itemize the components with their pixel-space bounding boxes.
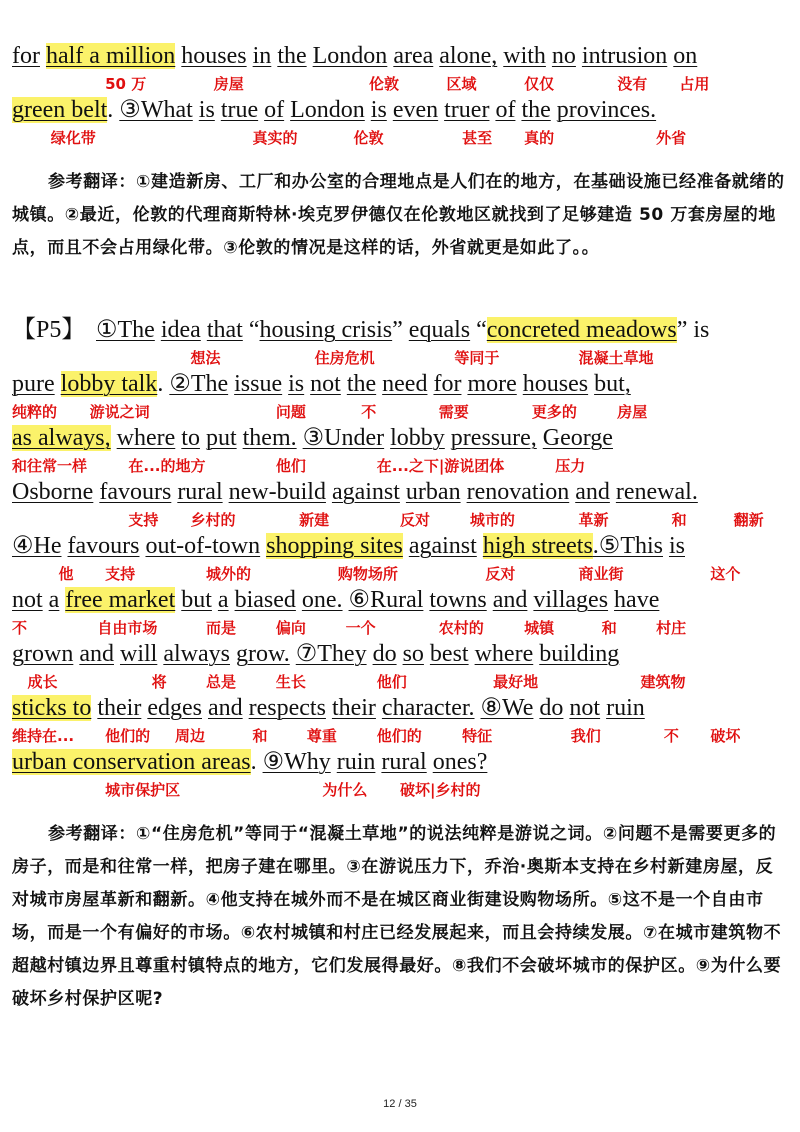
p4-translation-text: 参考翻译：①建造新房、工厂和办公室的合理地点是人们在的地方，在基础设施已经准备就绪的城镇。②最近，伦敦的代理商斯特林·埃克罗伊德仅在伦敦地区就找到了足够建造 50 万套房屋的地点，而且不会占用绿化带。③伦敦的情况是这样的话，外省就更是如此了。。 (12, 172, 785, 258)
gloss-word: 支持 (105, 565, 136, 583)
gloss-word: 这个 (710, 565, 741, 583)
english-word: no (551, 43, 576, 69)
english-word: where (474, 641, 534, 667)
english-word: George (542, 425, 613, 451)
english-word: rural (381, 749, 427, 775)
english-word: villages (533, 587, 609, 613)
english-word: of (264, 97, 285, 123)
english-word: is (668, 533, 685, 559)
english-word: a (217, 587, 229, 613)
gloss-word: 他们 (376, 673, 407, 691)
gloss-word: 和 (252, 727, 268, 745)
gloss-word: 周边 (174, 727, 205, 745)
english-word: urban (405, 479, 461, 505)
gloss-word: 50 万 (105, 75, 147, 93)
english-line (12, 692, 788, 726)
english-line (12, 368, 788, 402)
english-word: their (331, 695, 376, 721)
gloss-word: 更多的 (531, 403, 577, 421)
highlighted-phrase: high streets (482, 533, 593, 559)
gloss-word: 混凝土草地 (578, 349, 654, 367)
english-word: their (97, 695, 142, 721)
english-word: not (12, 587, 43, 613)
english-word: more (467, 371, 517, 397)
english-word: even (392, 97, 439, 123)
english-word: always (163, 641, 230, 667)
english-word: the (277, 43, 307, 69)
gloss-word: 他们的 (105, 727, 151, 745)
punctuation: “ (242, 317, 260, 343)
english-word: towns (429, 587, 487, 613)
english-word: need (382, 371, 428, 397)
highlighted-phrase: lobby talk (60, 371, 158, 397)
english-line (12, 530, 788, 564)
english-word: grow. (235, 641, 290, 667)
gloss-word: 购物场所 (337, 565, 398, 583)
chinese-gloss-line (12, 779, 788, 801)
chinese-gloss-line (12, 401, 788, 423)
gloss-word: 他们的 (376, 727, 422, 745)
english-word: .⑤This (592, 533, 663, 559)
gloss-word: 问题 (275, 403, 306, 421)
punctuation: . (250, 749, 263, 775)
gloss-word: 压力 (555, 457, 586, 475)
highlighted-phrase: green belt (12, 97, 108, 123)
english-word: ones? (432, 749, 488, 775)
english-word: truer (444, 97, 490, 123)
english-word: building (539, 641, 620, 667)
gloss-word: 在...的地方 (128, 457, 206, 475)
english-word: lobby (390, 425, 445, 451)
english-word: renewal. (615, 479, 698, 505)
english-word: Osborne (12, 479, 94, 505)
punctuation: . (157, 371, 170, 397)
gloss-word: 和往常一样 (12, 457, 88, 475)
gloss-word: 在...之下|游说团体 (376, 457, 505, 475)
english-word: and (79, 641, 114, 667)
english-word: pure (12, 371, 55, 397)
gloss-word: 成长 (27, 673, 58, 691)
punctuation (477, 533, 483, 559)
english-line (96, 314, 788, 348)
gloss-word: 生长 (275, 673, 306, 691)
gloss-word: 反对 (400, 511, 431, 529)
gloss-word: 农村的 (438, 619, 484, 637)
english-word: is (288, 371, 305, 397)
english-word: biased (234, 587, 296, 613)
english-line (12, 638, 788, 672)
english-word: favours (67, 533, 140, 559)
gloss-word: 不 (12, 619, 28, 637)
gloss-word: 城市保护区 (105, 781, 181, 799)
english-word: to (181, 425, 200, 451)
highlighted-phrase: half a million (45, 43, 176, 69)
english-word: ruin (606, 695, 645, 721)
page-number: 12 / 35 (383, 1098, 417, 1110)
punctuation: . (107, 97, 120, 123)
gloss-word: 总是 (206, 673, 237, 691)
english-word: the (346, 371, 377, 397)
gloss-word: 破坏 (710, 727, 741, 745)
english-word: renovation (466, 479, 570, 505)
gloss-word: 纯粹的 (12, 403, 58, 421)
gloss-word: 支持 (128, 511, 159, 529)
english-word: issue (234, 371, 283, 397)
gloss-word: 和 (671, 511, 687, 529)
gloss-word: 不 (361, 403, 377, 421)
gloss-word: 他们 (275, 457, 306, 475)
english-line (12, 40, 788, 74)
english-word: edges (147, 695, 202, 721)
english-word: houses (522, 371, 589, 397)
english-word: best (429, 641, 469, 667)
gloss-word: 尊重 (306, 727, 337, 745)
english-word: character. (381, 695, 475, 721)
english-word: but, (594, 371, 631, 397)
p5-translation (12, 818, 788, 1016)
english-line (12, 746, 788, 780)
english-word: and (207, 695, 243, 721)
english-word: the (521, 97, 551, 123)
highlighted-phrase: sticks to (12, 695, 92, 721)
english-word: intrusion (581, 43, 668, 69)
english-word: new-build (228, 479, 326, 505)
english-word: of (495, 97, 516, 123)
gloss-word: 偏向 (275, 619, 306, 637)
chinese-gloss-line (12, 671, 788, 693)
gloss-word: 绿化带 (50, 129, 96, 147)
gloss-word: 想法 (190, 349, 221, 367)
gloss-word: 反对 (485, 565, 516, 583)
chinese-gloss-line (12, 455, 788, 477)
english-word: put (205, 425, 237, 451)
gloss-word: 住房危机 (314, 349, 375, 367)
english-word: rural (177, 479, 223, 505)
gloss-word: 伦敦 (353, 129, 384, 147)
p4-translation (12, 166, 788, 265)
gloss-word: 为什么 (322, 781, 368, 799)
chinese-gloss-line (12, 347, 788, 369)
english-word: alone, (439, 43, 498, 69)
english-word: London (312, 43, 388, 69)
english-word: ③What (119, 97, 193, 123)
gloss-word: 而是 (206, 619, 237, 637)
punctuation: ” is (676, 317, 710, 343)
english-word: idea (160, 317, 201, 343)
gloss-word: 没有 (617, 75, 648, 93)
gloss-word: 等同于 (454, 349, 500, 367)
english-line (12, 94, 788, 128)
english-word: where (116, 425, 176, 451)
english-word: ②The (169, 371, 229, 397)
gloss-word: 伦敦 (368, 75, 399, 93)
highlighted-phrase: shopping sites (266, 533, 403, 559)
english-word: against (408, 533, 477, 559)
english-word: against (331, 479, 400, 505)
english-word: respects (248, 695, 326, 721)
english-word: do (539, 695, 564, 721)
english-word: in (252, 43, 272, 69)
english-word: favours (99, 479, 172, 505)
english-word: out-of-town (145, 533, 261, 559)
english-word: equals (408, 317, 471, 343)
english-word: that (206, 317, 243, 343)
chinese-gloss-line (12, 617, 788, 639)
punctuation (55, 371, 61, 397)
gloss-word: 建筑物 (640, 673, 686, 691)
punctuation: ” (392, 317, 409, 343)
gloss-word: 乡村的 (190, 511, 236, 529)
gloss-word: 商业街 (578, 565, 624, 583)
english-line (12, 584, 788, 618)
gloss-word: 特征 (462, 727, 493, 745)
english-word: for (12, 43, 40, 69)
english-word: is (198, 97, 215, 123)
highlighted-phrase: concreted meadows (486, 317, 677, 343)
english-word: not (310, 371, 341, 397)
english-word: houses (181, 43, 247, 69)
gloss-word: 和 (601, 619, 617, 637)
highlighted-phrase: as always, (12, 425, 111, 451)
english-word: London (290, 97, 365, 123)
english-word: with (503, 43, 546, 69)
gloss-word: 我们 (570, 727, 601, 745)
highlighted-phrase: urban conservation areas (12, 749, 251, 775)
gloss-word: 他 (58, 565, 74, 583)
gloss-word: 外省 (656, 129, 687, 147)
highlighted-phrase: free market (65, 587, 176, 613)
english-word: them. (242, 425, 297, 451)
gloss-word: 将 (151, 673, 167, 691)
gloss-word: 不 (663, 727, 679, 745)
gloss-word: 革新 (578, 511, 609, 529)
gloss-word: 甚至 (462, 129, 493, 147)
english-word: have (614, 587, 660, 613)
chinese-gloss-line (12, 127, 788, 149)
gloss-word: 城市的 (469, 511, 515, 529)
gloss-word: 最好地 (493, 673, 539, 691)
gloss-word: 村庄 (656, 619, 687, 637)
english-word: a (48, 587, 60, 613)
gloss-word: 仅仅 (524, 75, 555, 93)
gloss-word: 城外的 (206, 565, 252, 583)
english-word: true (220, 97, 259, 123)
gloss-word: 占用 (679, 75, 710, 93)
chinese-gloss-line (12, 725, 788, 747)
punctuation: “ (470, 317, 487, 343)
english-word: area (393, 43, 434, 69)
chinese-gloss-line (12, 73, 788, 95)
gloss-word: 需要 (438, 403, 469, 421)
p5-label: 【P5】 (12, 317, 86, 343)
english-word: but (181, 587, 212, 613)
english-line (12, 476, 788, 510)
english-word: one. (301, 587, 343, 613)
english-word: ③Under (302, 425, 385, 451)
english-word: ruin (336, 749, 376, 775)
gloss-word: 区域 (446, 75, 477, 93)
english-word: so (402, 641, 424, 667)
gloss-word: 破坏|乡村的 (400, 781, 481, 799)
gloss-word: 房屋 (213, 75, 244, 93)
gloss-word: 城镇 (524, 619, 555, 637)
gloss-word: 维持在... (12, 727, 75, 745)
english-word: ⑦They (295, 641, 367, 667)
english-word: ①The (96, 317, 155, 343)
p5-translation-text: 参考翻译：①“住房危机”等同于“混凝土草地”的说法纯粹是游说之词。②问题不是需要更多的房子，而是和往常一样，把房子建在哪里。③在游说压力下，乔治·奥斯本支持在乡村新建房屋，反对城市房屋革新和翻新。④他支持在城外而不是在城区商业街建设购物场所。⑤这不是一个自由市场，而是一个有偏好的市场。⑥农村城镇和村庄已经发展起来，而且会持续发展。⑦在城市建筑物不超越村镇边界且尊重村镇特点的地方，它们发展得最好。⑧我们不会破坏城市的保护区。⑨为什么要破坏乡村保护区呢? (12, 824, 782, 1009)
chinese-gloss-line (12, 509, 788, 531)
english-word: on (673, 43, 698, 69)
english-word: for (433, 371, 462, 397)
english-word: not (569, 695, 601, 721)
gloss-word: 真的 (524, 129, 555, 147)
english-word: ⑧We (480, 695, 534, 721)
english-word: and (492, 587, 528, 613)
english-word: grown (12, 641, 74, 667)
english-word: do (372, 641, 397, 667)
gloss-word: 翻新 (733, 511, 764, 529)
gloss-word: 自由市场 (97, 619, 158, 637)
english-word: ④He (12, 533, 62, 559)
gloss-word: 新建 (299, 511, 330, 529)
english-word: ⑨Why (262, 749, 331, 775)
gloss-word: 真实的 (252, 129, 298, 147)
english-word: provinces. (556, 97, 657, 123)
chinese-gloss-line (12, 563, 788, 585)
gloss-word: 一个 (345, 619, 376, 637)
gloss-word: 游说之词 (89, 403, 150, 421)
english-word: is (370, 97, 387, 123)
english-line (12, 422, 788, 456)
english-word: pressure, (450, 425, 537, 451)
english-word: housing crisis (259, 317, 393, 343)
english-word: and (575, 479, 610, 505)
english-word: ⑥Rural (348, 587, 424, 613)
gloss-word: 房屋 (617, 403, 648, 421)
english-word: will (119, 641, 158, 667)
